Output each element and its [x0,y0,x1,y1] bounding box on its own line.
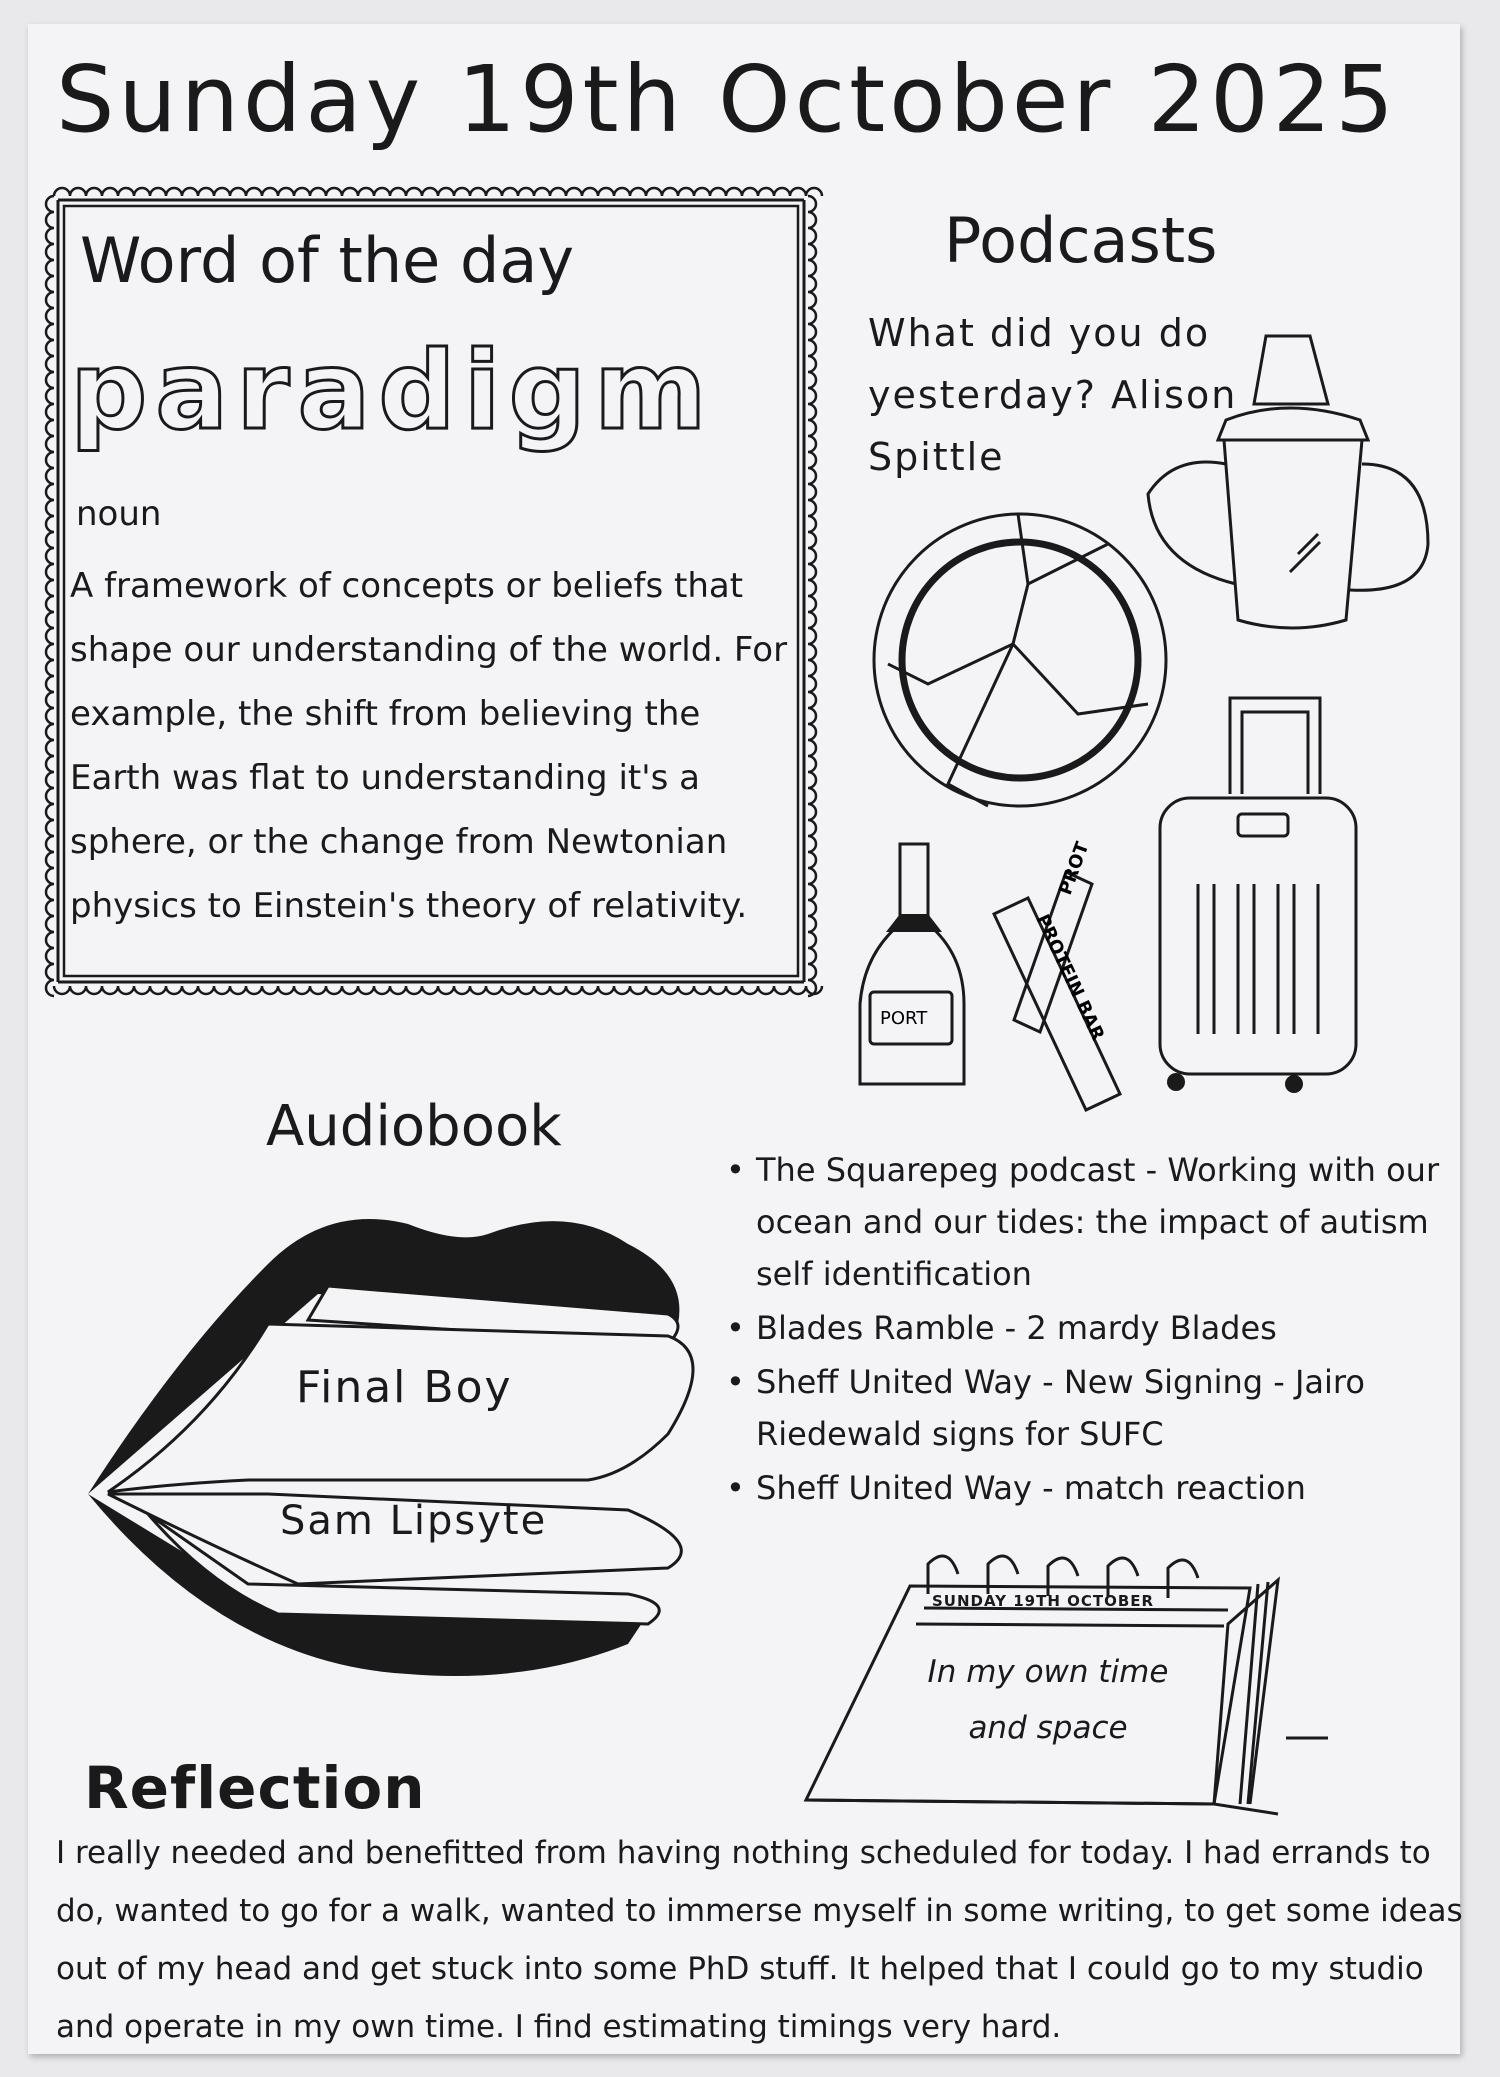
audiobook-title: Final Boy [296,1362,513,1413]
desk-calendar-illustration [28,24,1460,2054]
reflection-text: I really needed and benefitted from having nothing scheduled for today. I had errands to do, wanted to go for a walk, wanted to immerse myself in some writing, to get some ideas out of my head and get stuck into some PhD stuff. It helped that I could go to my studio and operate in my own time. I find estimating timings very hard. [56,1835,1463,2045]
part-of-speech: noun [76,494,162,534]
list-item: • The Squarepeg podcast - Working with our ocean and our tides: the impact of autism self identification [718,1144,1458,1300]
list-item: • Sheff United Way - New Signing - Jairo Riedewald signs for SUFC [718,1356,1458,1460]
journal-page [28,24,1463,2054]
reflection-heading: Reflection [84,1754,426,1822]
protein-bar-label: PROTEIN BAR [1031,911,1109,1044]
list-item: • Sheff United Way - match reaction [718,1462,1458,1514]
audiobook-author: Sam Lipsyte [280,1498,548,1544]
page-title: Sunday 19th October 2025 [56,46,1398,153]
word-of-the-day-heading: Word of the day [80,224,575,297]
audiobook-heading: Audiobook [266,1094,562,1159]
featured-podcast: What did you do yesterday? Alison Spittle [868,311,1238,479]
protein-bar-wrapper-label: PROT [1054,839,1094,898]
word-of-the-day-word: paradigm [70,329,715,454]
port-label: PORT [880,1008,928,1029]
list-item: • Blades Ramble - 2 mardy Blades [718,1302,1458,1354]
calendar-note: In my own time and space [927,1654,1169,1746]
word-definition: A framework of concepts or beliefs that shape our understanding of the world. For example, the shift from believing the Earth was flat to understanding it's a sphere, or the change from Newtonian physics to Einstein's theory of relativity. [70,566,788,926]
calendar-header: SUNDAY 19TH OCTOBER [932,1592,1155,1610]
podcasts-heading: Podcasts [944,204,1218,277]
